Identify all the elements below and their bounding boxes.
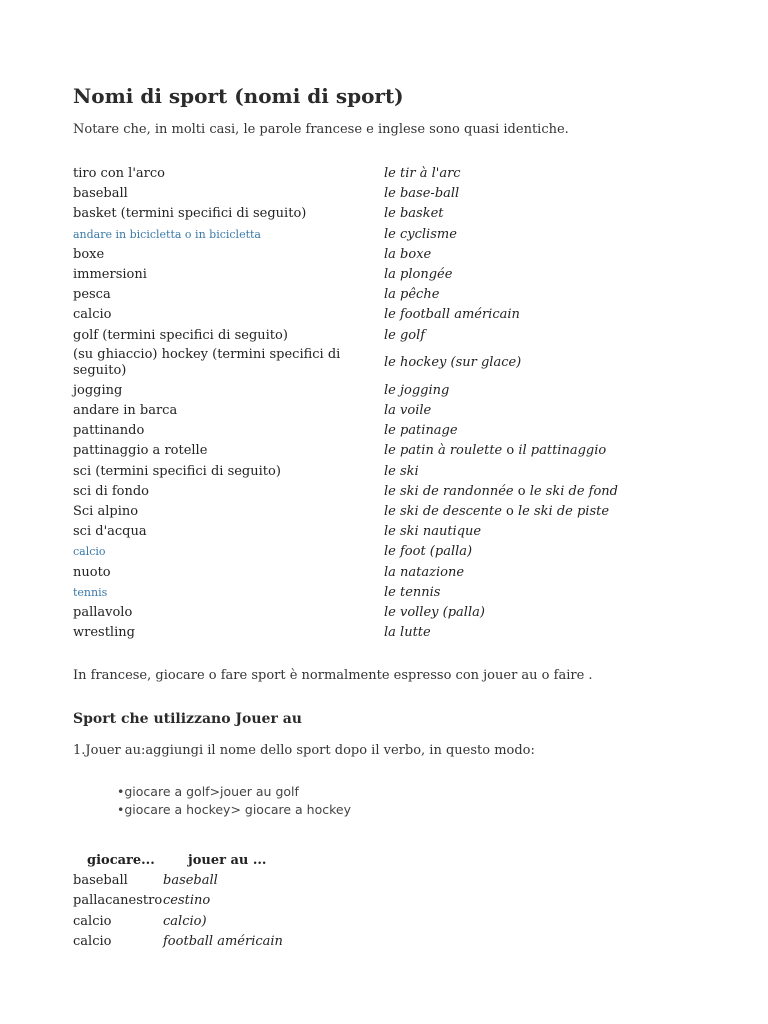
french-cell: football américain bbox=[163, 933, 283, 949]
italian-term: Sci alpino bbox=[73, 504, 139, 520]
vocab-row bbox=[73, 583, 693, 603]
french-term-b: le ski de piste bbox=[518, 504, 610, 520]
italian-term: boxe bbox=[73, 246, 105, 262]
page-title: Nomi di sport (nomi di sport) bbox=[73, 84, 404, 108]
bullet-item: •giocare a hockey> giocare a hockey bbox=[117, 802, 351, 817]
italian-term: pattinando bbox=[73, 423, 145, 439]
italian-term: pesca bbox=[73, 287, 111, 303]
french-term-a: le ski de randonnée bbox=[384, 483, 514, 499]
example-bullets bbox=[117, 783, 351, 819]
italian-term: sci (termini specifici di seguito) bbox=[73, 463, 281, 479]
italian-term: calcio bbox=[73, 545, 106, 559]
french-term-b: le ski de fond bbox=[529, 483, 618, 499]
french-term: la lutte bbox=[384, 625, 431, 641]
vocab-row bbox=[73, 441, 693, 461]
french-term: la pêche bbox=[384, 287, 440, 303]
vocab-row bbox=[73, 265, 693, 285]
italian-term: calcio bbox=[73, 307, 112, 323]
french-term: le jogging bbox=[384, 382, 450, 398]
connector: o bbox=[501, 504, 519, 520]
french-term: le volley (palla) bbox=[384, 605, 485, 621]
connector: o bbox=[513, 483, 530, 499]
vocab-row bbox=[73, 421, 693, 441]
italian-cell: baseball bbox=[73, 873, 128, 888]
italian-term: baseball bbox=[73, 186, 128, 202]
french-term: la voile bbox=[384, 403, 432, 419]
header-giocare: giocare... bbox=[87, 853, 155, 868]
jouer-au-table bbox=[73, 851, 283, 952]
italian-term: pallavolo bbox=[73, 605, 133, 621]
vocab-row bbox=[73, 184, 693, 204]
italian-term: nuoto bbox=[73, 564, 111, 580]
table-row bbox=[73, 871, 283, 891]
connector: o bbox=[502, 443, 519, 459]
vocab-row bbox=[73, 204, 693, 224]
vocab-row bbox=[73, 401, 693, 421]
french-cell: cestino bbox=[163, 893, 211, 909]
vocab-row bbox=[73, 164, 693, 184]
italian-term: basket (termini specifici di seguito) bbox=[73, 206, 307, 222]
vocab-row bbox=[73, 381, 693, 401]
table-row bbox=[73, 932, 283, 952]
italian-term: tennis bbox=[73, 585, 108, 599]
french-term: le football américain bbox=[384, 307, 520, 323]
bullet-item: •giocare a golf>jouer au golf bbox=[117, 784, 299, 799]
french-term: le hockey (sur glace) bbox=[384, 354, 522, 370]
italian-term: sci di fondo bbox=[73, 483, 150, 499]
italian-term: golf (termini specifici di seguito) bbox=[73, 327, 288, 343]
french-term: la boxe bbox=[384, 246, 432, 262]
vocab-row bbox=[73, 623, 693, 643]
vocab-row bbox=[73, 326, 693, 346]
section-heading: Sport che utilizzano Jouer au bbox=[73, 711, 302, 727]
italian-term: pattinaggio a rotelle bbox=[73, 443, 208, 459]
vocab-row bbox=[73, 346, 693, 381]
table-row bbox=[73, 912, 283, 932]
french-cell: calcio) bbox=[163, 913, 207, 929]
french-cell: baseball bbox=[163, 873, 218, 888]
vocab-row bbox=[73, 563, 693, 583]
vocab-row bbox=[73, 225, 693, 245]
italian-cell: calcio bbox=[73, 933, 112, 949]
italian-term: immersioni bbox=[73, 267, 147, 283]
french-term: le tir à l'arc bbox=[384, 166, 461, 181]
vocab-row bbox=[73, 522, 693, 542]
table-header bbox=[73, 851, 283, 871]
italian-term: jogging bbox=[73, 382, 123, 398]
header-jouer-au: jouer au ... bbox=[188, 853, 267, 868]
italian-term: wrestling bbox=[73, 625, 135, 641]
italian-cell: calcio bbox=[73, 913, 112, 929]
french-term: le base-ball bbox=[384, 186, 460, 202]
vocab-row bbox=[73, 502, 693, 522]
french-term-b: il pattinaggio bbox=[518, 443, 607, 459]
italian-term: (su ghiaccio) hockey (termini specifici di seguito) bbox=[73, 346, 341, 378]
french-term: la plongée bbox=[384, 267, 453, 283]
italian-cell: pallacanestro bbox=[73, 893, 163, 909]
table-row bbox=[73, 891, 283, 911]
vocab-row bbox=[73, 603, 693, 623]
jouer-faire-paragraph: In francese, giocare o fare sport è normalmente espresso con jouer au o faire . bbox=[73, 668, 593, 683]
vocab-row bbox=[73, 462, 693, 482]
french-term bbox=[384, 441, 606, 461]
french-term: le ski bbox=[384, 463, 419, 479]
vocab-row bbox=[73, 305, 693, 325]
italian-term: sci d'acqua bbox=[73, 524, 147, 540]
french-term: le cyclisme bbox=[384, 226, 457, 242]
vocab-row bbox=[73, 482, 693, 502]
italian-term: andare in bicicletta o in bicicletta bbox=[73, 227, 261, 241]
vocab-row bbox=[73, 542, 693, 562]
french-term: le golf bbox=[384, 327, 426, 343]
french-term: la natazione bbox=[384, 564, 465, 580]
step-1-text: 1.Jouer au:aggiungi il nome dello sport dopo il verbo, in questo modo: bbox=[73, 743, 535, 758]
french-term-a: le ski de descente bbox=[384, 504, 502, 520]
french-term bbox=[384, 482, 618, 502]
french-term: le tennis bbox=[384, 584, 441, 600]
italian-term: tiro con l'arco bbox=[73, 166, 165, 181]
vocab-list bbox=[73, 164, 693, 643]
french-term bbox=[384, 502, 609, 522]
french-term: le foot (palla) bbox=[384, 544, 473, 560]
french-term: le ski nautique bbox=[384, 524, 482, 540]
intro-text: Notare che, in molti casi, le parole francese e inglese sono quasi identiche. bbox=[73, 122, 569, 137]
french-term-a: le patin à roulette bbox=[384, 443, 503, 459]
french-term: le basket bbox=[384, 206, 444, 222]
vocab-row bbox=[73, 285, 693, 305]
italian-term: andare in barca bbox=[73, 403, 178, 419]
vocab-row bbox=[73, 245, 693, 265]
french-term: le patinage bbox=[384, 423, 458, 439]
